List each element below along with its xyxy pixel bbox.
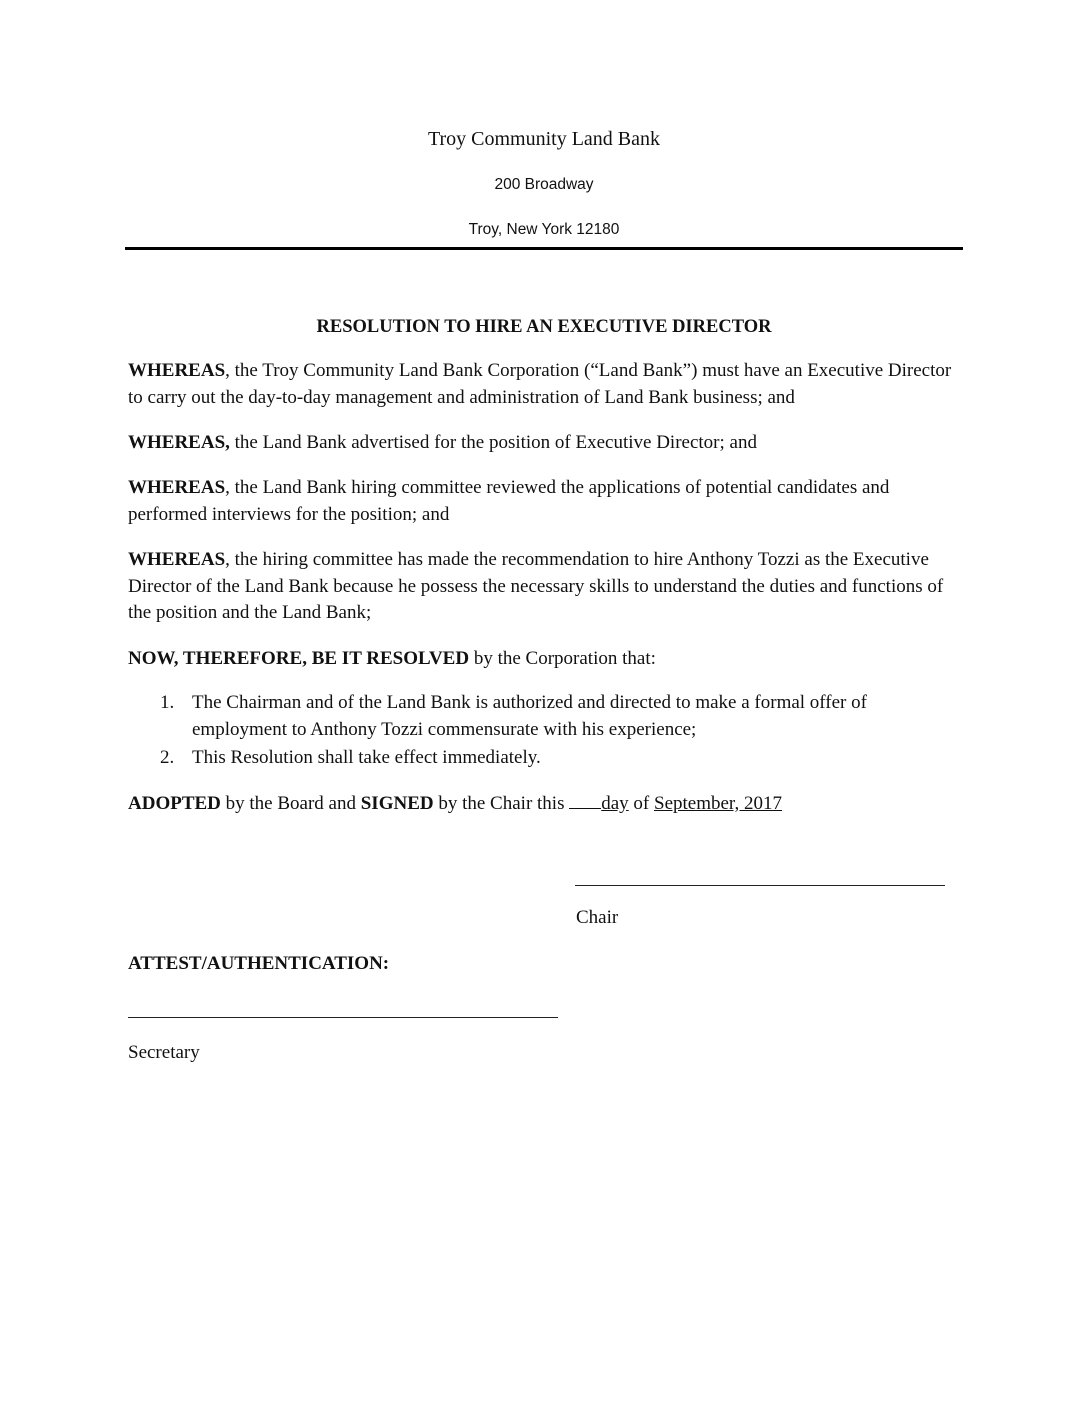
attest-heading: ATTEST/AUTHENTICATION:: [128, 953, 390, 974]
chair-signature-line: [575, 885, 945, 886]
paragraph-lead: WHEREAS,: [128, 432, 230, 453]
adopted-line: [128, 790, 963, 818]
list-text: This Resolution shall take effect immediately.: [192, 747, 541, 768]
list-number: 2.: [160, 747, 175, 768]
paragraph-text: the Land Bank advertised for the position of Executive Director; and: [229, 432, 757, 453]
whereas-paragraph-4: [128, 547, 963, 627]
paragraph-text: , the Troy Community Land Bank Corporation (“Land Bank”) must have an Executive Director to carry out the day-to-day management and administration of Land Bank business; and: [128, 360, 952, 408]
whereas-paragraph-1: [128, 358, 963, 411]
paragraph-text: , the hiring committee has made the recommendation to hire Anthony Tozzi as the Executive Director of the Land Bank because he possess the necessary skills to understand the duties and functions of the position and the Land Bank;: [128, 549, 944, 624]
resolution-title: RESOLUTION TO HIRE AN EXECUTIVE DIRECTOR: [316, 317, 772, 337]
paragraph-lead: WHEREAS: [128, 477, 226, 498]
signed-lead: SIGNED: [360, 793, 434, 814]
address-line-1: 200 Broadway: [494, 176, 594, 193]
paragraph-text: , the Land Bank hiring committee reviewed the applications of potential candidates and performed interviews for the position; and: [128, 477, 890, 525]
organization-name: Troy Community Land Bank: [427, 128, 661, 150]
secretary-label: Secretary: [128, 1042, 200, 1063]
paragraph-lead: WHEREAS: [128, 549, 226, 570]
day-blank: [569, 790, 601, 809]
secretary-signature-line: [128, 1017, 558, 1018]
chair-label: Chair: [576, 907, 619, 928]
whereas-paragraph-3: [128, 475, 963, 528]
list-number: 1.: [160, 692, 175, 713]
adopted-date: September, 2017: [654, 793, 782, 814]
paragraph-lead: WHEREAS: [128, 360, 226, 381]
paragraph-text: by the Corporation that:: [469, 648, 656, 669]
address-line-2: Troy, New York 12180: [468, 221, 620, 238]
list-text: The Chairman and of the Land Bank is authorized and directed to make a formal offer of employment to Anthony Tozzi commensurate with his experience;: [192, 692, 867, 740]
adopted-text-3: of: [628, 793, 654, 814]
whereas-paragraph-2: [128, 430, 963, 457]
resolved-paragraph: [128, 646, 963, 673]
paragraph-lead: NOW, THEREFORE, BE IT RESOLVED: [128, 648, 470, 669]
adopted-text-1: by the Board and: [220, 793, 361, 814]
header-divider: [125, 247, 963, 250]
day-word: day: [601, 793, 629, 814]
adopted-lead: ADOPTED: [128, 793, 221, 814]
adopted-text-2: by the Chair this: [433, 793, 570, 814]
